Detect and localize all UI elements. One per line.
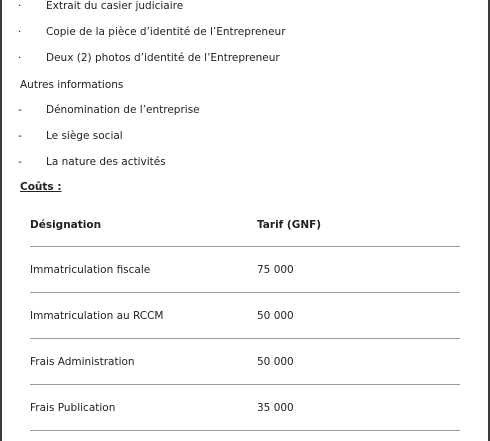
list-item-text: Extrait du casier judiciaire [46,0,184,12]
bullet-dash: - [18,130,22,142]
bullet-dash: - [18,156,22,168]
cell-designation: Immatriculation fiscale [30,247,257,293]
section-heading-autres-informations: Autres informations [20,79,124,91]
cell-tarif: 50 000 [257,293,460,339]
bullet-dot: · [18,26,22,38]
cell-designation: Immatriculation au RCCM [30,293,257,339]
table-row [30,247,460,293]
bullet-dot: · [18,52,22,64]
cell-designation: Frais Administration [30,339,257,385]
column-header-tarif: Tarif (GNF) [257,203,460,247]
list-item-text: La nature des activités [46,156,166,168]
tarifs-table [30,203,460,431]
list-item-text: Le siège social [46,130,123,142]
page-border-left [0,0,2,441]
cell-tarif: 75 000 [257,247,460,293]
list-item-text: Dénomination de l’entreprise [46,104,200,116]
cell-tarif: 35 000 [257,385,460,431]
cell-designation: Frais Publication [30,385,257,431]
bullet-dash: - [18,104,22,116]
column-header-designation: Désignation [30,203,257,247]
table-row [30,385,460,431]
table-row [30,293,460,339]
list-item-text: Deux (2) photos d’identité de l’Entrepreneur [46,52,280,64]
section-heading-couts: Coûts : [20,181,62,193]
table-row [30,339,460,385]
list-item-text: Copie de la pièce d’identité de l’Entrepreneur [46,26,286,38]
cell-tarif: 50 000 [257,339,460,385]
table-header-row [30,203,460,247]
bullet-dot: · [18,0,22,12]
